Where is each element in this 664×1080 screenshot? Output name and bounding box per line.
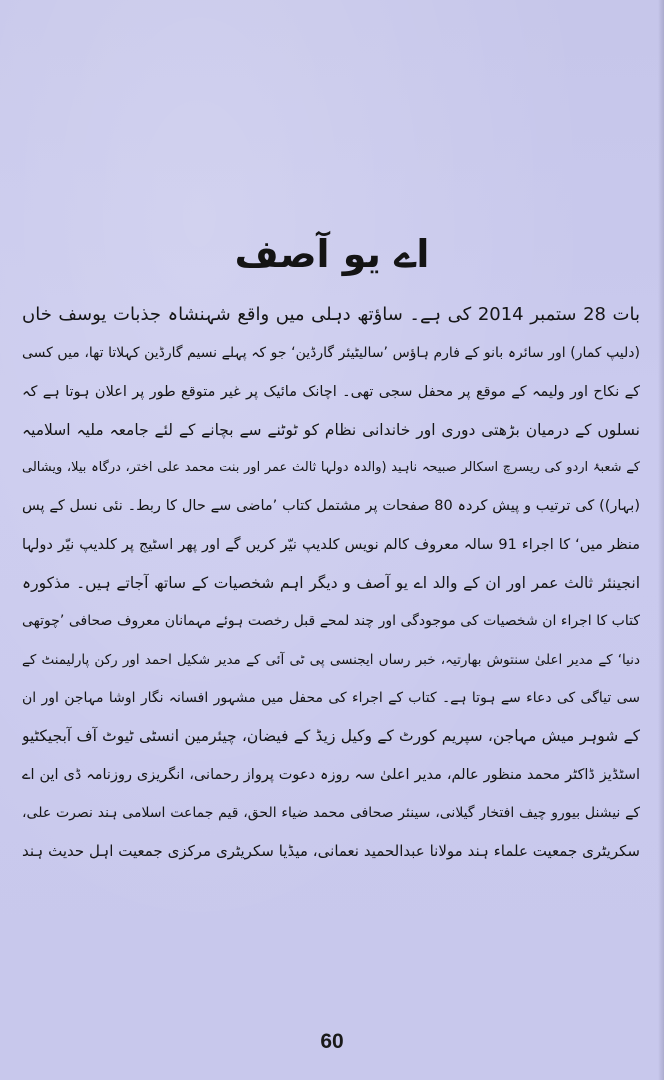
text-line: (دلیپ کمار) اور سائرہ بانو کے فارم ہاؤس ’سالیٹیئر گارڈین‘ جو کہ پہلے نسیم گارڈین کہلاتا تھا، میں کسی (22, 345, 640, 362)
text-line: نسلوں کے درمیان بڑھتی دوری اور خاندانی نظام کو ٹوٹنے سے بچانے کے لئے جامعہ ملیہ اسلامیہ (22, 420, 640, 439)
text-line: کے شعبۂ اردو کی ریسرچ اسکالر صبیحہ ناہید (والدہ دولہا ثالث عمر اور بنت محمد علی اختر، درگاہ بیلا، ویشالی (22, 460, 640, 476)
text-line: سکریٹری جمعیت علماء ہند مولانا عبدالحمید نعمانی، میڈیا سکریٹری مرکزی جمعیت اہل حدیث ہند (22, 842, 640, 861)
text-line: کے نیشنل بیورو چیف افتخار گیلانی، سینئر صحافی محمد ضیاء الحق، قیم جماعت اسلامی ہند نصرت علی، (22, 804, 640, 821)
text-line: کتاب کا اجراء ان شخصیات کی موجودگی اور چند لمحے قبل رخصت ہوئے مہمانان معروف صحافی ’چوتھی (22, 613, 640, 630)
text-line: سی تیاگی کی دعاء سے ہوتا ہے۔ کتاب کے اجراء کی محفل میں مشہور افسانہ نگار اوشا مہاجن اور ان (22, 689, 640, 706)
text-line: انجینئر ثالث عمر اور ان کے والد اے یو آصف و دیگر اہم شخصیات کے ساتھ آجاتے ہیں۔ مذکورہ (22, 574, 640, 593)
text-line: بات 28 ستمبر 2014 کی ہے۔ ساؤتھ دہلی میں واقع شہنشاہ جذبات یوسف خاں (22, 304, 640, 325)
text-line: اسٹڈیز ڈاکٹر محمد منظور عالم، مدیر اعلیٰ سہ روزہ دعوت پرواز رحمانی، انگریزی روزنامہ ڈی این اے (22, 766, 640, 783)
page-edge-shadow (658, 0, 664, 1080)
text-line: دنیا‘ کے مدیر اعلیٰ سنتوش بھارتیہ، خبر رساں ایجنسی پی ٹی آئی کے مدیر شکیل احمد اور رکن پارلیمنٹ کے (22, 651, 640, 668)
text-line: منظر میں‘ کا اجراء 91 سالہ معروف کالم نویس کلدیپ نیّر کریں گے اور پھر اسٹیج پر کلدیپ نیّر دولہا (22, 536, 640, 553)
article-body (22, 296, 640, 870)
text-line: (بہار)) کی ترتیب و پیش کردہ 80 صفحات پر مشتمل کتاب ’ماضی سے حال کا ربط۔ نئی نسل کے پس (22, 498, 640, 515)
text-line: کے نکاح اور ولیمہ کے موقع پر محفل سجی تھی۔ اچانک مائیک پر غیر متوقع طور پر اعلان ہوتا ہے کہ (22, 383, 640, 400)
page-number: 60 (320, 1030, 344, 1053)
text-line: کے شوہر میش مہاجن، سپریم کورٹ کے وکیل زیڈ کے فیضان، چیئرمین انسٹی ٹیوٹ آف آبجیکٹیو (22, 727, 640, 746)
article-title: اے یو آصف (234, 232, 430, 276)
